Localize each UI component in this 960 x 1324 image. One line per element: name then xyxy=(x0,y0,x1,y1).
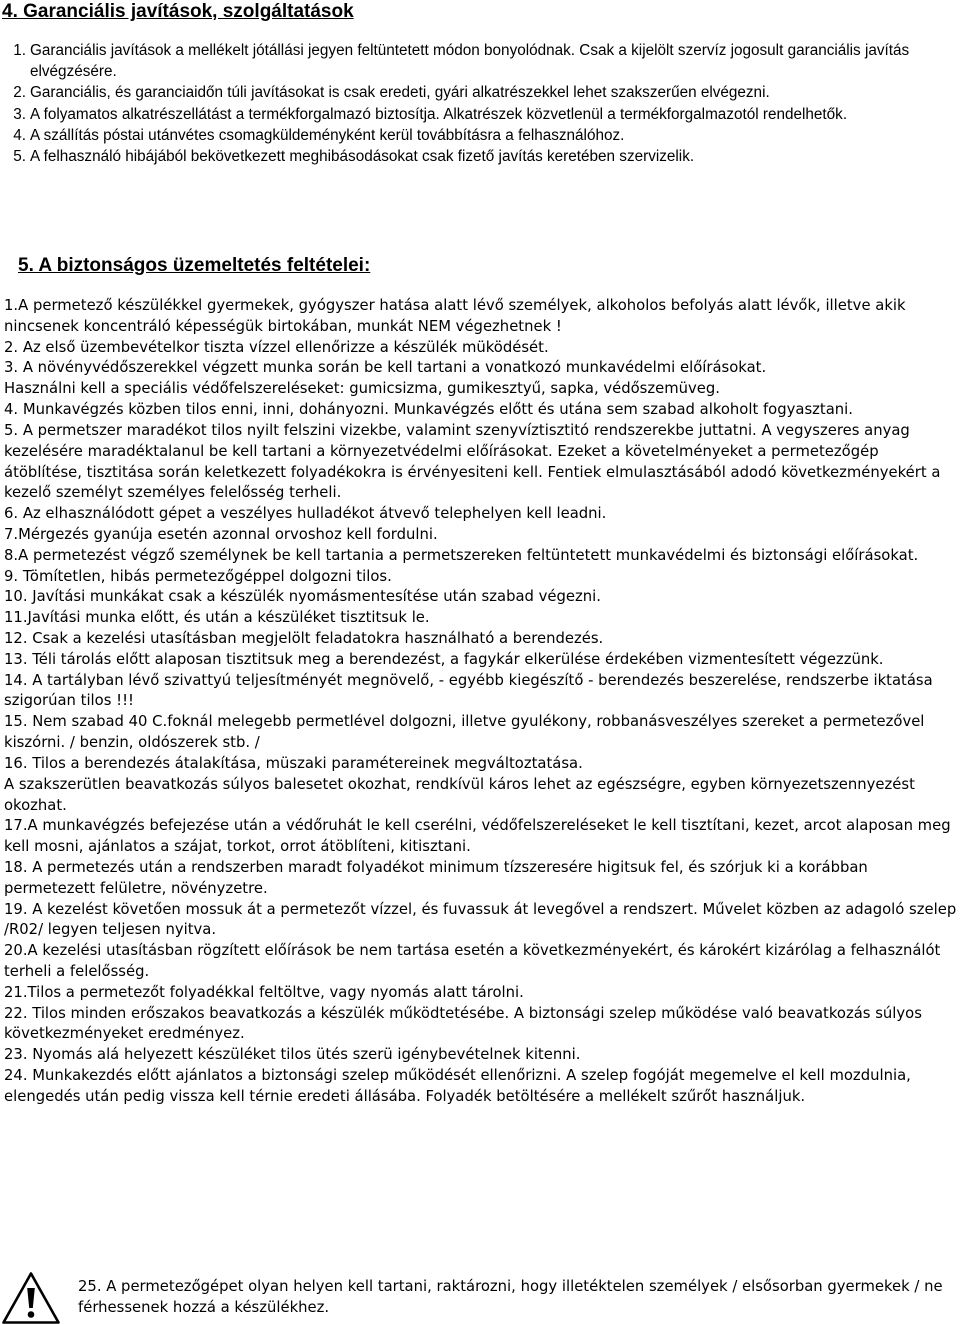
safety-rule-paragraph: 9. Tömítetlen, hibás permetezőgéppel dolgozni tilos. xyxy=(4,567,392,585)
list-item xyxy=(0,146,935,167)
list-item-number: 2. xyxy=(13,84,26,102)
safety-rule-paragraph: 21.Tilos a permetezőt folyadékkal feltöltve, vagy nyomás alatt tárolni. xyxy=(4,983,524,1001)
list-item-text: A szállítás póstai utánvétes csomagküldeményként kerül továbbításra a felhasználóhoz. xyxy=(30,126,625,144)
safety-rule-paragraph: 12. Csak a kezelési utasításban megjelölt feladatokra használható a berendezés. xyxy=(4,630,604,647)
safety-rule-paragraph: 23. Nyomás alá helyezett készüléket tilos ütés szerü igénybevételnek kitenni. xyxy=(4,1046,581,1064)
safety-rule-paragraph: 1.A permetező készülékkel gyermekek, gyógyszer hatása alatt lévő személyek, alkoholos befolyás alatt lévők, illetve akik nincsenek koncentráló képességük birtokában, munkát NEM végezhetnek ! xyxy=(4,297,906,335)
safety-rule-paragraph: 18. A permetezés után a rendszerben maradt folyadékot minimum tízszeresére higitsuk fel, és szórjuk ki a korábban permetezett felületre, növényzetre. xyxy=(4,858,868,897)
safety-rule-paragraph: 15. Nem szabad 40 C.foknál melegebb permetlével dolgozni, illetve gyulékony, robbanásveszélyes szereket a permetezővel kiszórni. / benzin, oldószerek stb. / xyxy=(4,713,925,752)
section-5-heading: 5. A biztonságos üzemeltetés feltételei: xyxy=(18,255,371,276)
safety-rule-paragraph: 4. Munkavégzés közben tilos enni, inni, dohányozni. Munkavégzés előtt és utána sem szabad alkoholt fogyasztani. xyxy=(4,401,853,419)
safety-rule-paragraph: 3. A növényvédőszerekkel végzett munka során be kell tartani a vonatkozó munkavédelmi előírásokat. xyxy=(4,359,767,377)
safety-rule-paragraph: 8.A permetezést végző személynek be kell tartania a permetszereken feltüntetett munkavédelmi és biztonsági előírásokat. xyxy=(4,546,919,564)
safety-rule-paragraph: Használni kell a speciális védőfelszereléseket: gumicsizma, gumikesztyű, sapka, védőszemüveg. xyxy=(4,380,721,398)
safety-rule-paragraph: 5. A permetszer maradékot tilos nyilt felszini vizekbe, valamint szenyvíztisztitó rendszerekbe juttatni. A vegyszeres anyag kezelésére maradéktalanul be kell tartani a környezetvédelmi előírásokat. Ezeket a követelményeket a permetezőgép átöblítése, tisztitása során keletkezett folyadékokra is érvényesiteni kell. Fentiek elmulasztásából adodó következményekért a kezelő személyt személyes felelősség terheli. xyxy=(4,421,941,502)
list-item-text: A felhasználó hibájából bekövetkezett meghibásodásokat csak fizető javítás keretében szervizelik. xyxy=(30,148,695,166)
list-item-text: Garanciális, és garanciaidőn túli javításokat is csak eredeti, gyári alkatrészekkel lehet szakszerűen elvégezni. xyxy=(30,84,770,102)
warning-triangle-icon xyxy=(2,1272,60,1324)
safety-rule-paragraph: 19. A kezelést követően mossuk át a permetezőt vízzel, és fuvassuk át levegővel a rendszert. Művelet közben az adagoló szelep /R02/ legyen teljesen nyitva. xyxy=(4,900,957,939)
safety-rule-paragraph: 10. Javítási munkákat csak a készülék nyomásmentesítése után szabad végezni. xyxy=(4,588,601,606)
safety-rule-paragraph: 22. Tilos minden erőszakos beavatkozás a készülék működtetésébe. A biztonsági szelep működése való beavatkozás súlyos következményeket eredményez. xyxy=(4,1004,922,1043)
list-item-number: 5. xyxy=(13,148,26,166)
list-item xyxy=(0,104,935,125)
safety-rule-paragraph: 16. Tilos a berendezés átalakítása, müszaki paramétereinek megváltoztatása. xyxy=(4,754,583,772)
list-item xyxy=(0,125,935,146)
safety-rule-paragraph: 13. Téli tárolás előtt alaposan tisztitsuk meg a berendezést, a fagykár elkerülése érdekében vizmentesített végezzünk. xyxy=(4,650,884,668)
list-item xyxy=(0,40,935,82)
section-4-heading: 4. Garanciális javítások, szolgáltatások xyxy=(2,1,354,22)
list-item-number: 1. xyxy=(13,42,26,59)
safety-rule-paragraph: 20.A kezelési utasításban rögzített előírások be nem tartása esetén a következményekért, és károkért kizárólag a felhasználót terheli a felelősség. xyxy=(4,942,941,980)
list-item-number: 4. xyxy=(13,126,26,144)
list-item-text: Garanciális javítások a mellékelt jótállási jegyen feltüntetett módon bonyolódnak. Csak a kijelölt szervíz jogosult garanciális javítás elvégzésére. xyxy=(30,42,910,81)
safety-rule-paragraph: 24. Munkakezdés előtt ajánlatos a biztonsági szelep működését ellenőrizni. A szelep fogóját megemelve el kell mozdulnia, elengedés után pedig vissza kell térnie eredeti állásába. Folyadék betöltésére a mellékelt szűrőt használjuk. xyxy=(4,1067,911,1105)
warning-note xyxy=(0,1267,960,1323)
section-5-body xyxy=(4,296,958,1108)
safety-rule-paragraph: 14. A tartályban lévő szivattyú teljesítményét megnövelő, - egyébb kiegészítő - berendezés beszerelése, rendszerbe iktatása szigorúan tilos !!! xyxy=(4,671,933,710)
safety-rule-paragraph: 2. Az első üzembevételkor tiszta vízzel ellenőrizze a készülék müködését. xyxy=(4,338,549,356)
list-item-number: 3. xyxy=(13,105,26,123)
safety-rule-paragraph: 11.Javítási munka előtt, és után a készüléket tisztitsuk le. xyxy=(4,609,430,627)
list-item xyxy=(0,82,935,103)
section-4-list xyxy=(0,40,935,167)
safety-rule-paragraph: 6. Az elhasználódott gépet a veszélyes hulladékot átvevő telephelyen kell leadni. xyxy=(4,505,607,523)
warning-text: 25. A permetezőgépet olyan helyen kell tartani, raktározni, hogy illetéktelen személyek / elsősorban gyermekek / ne férhessenek hozzá a készülékhez. xyxy=(78,1278,943,1316)
safety-rule-paragraph: 17.A munkavégzés befejezése után a védőruhát le kell cserélni, védőfelszereléseket le kell tisztítani, kezet, arcot alaposan meg kell mosni, ajánlatos a szájat, torkot, orrot átöblíteni, kitisztani. xyxy=(4,817,951,856)
safety-rule-paragraph: 7.Mérgezés gyanúja esetén azonnal orvoshoz kell fordulni. xyxy=(4,525,438,543)
list-item-text: A folyamatos alkatrészellátást a termékforgalmazó biztosítja. Alkatrészek közvetlenül a termékforgalmazotól rendelhetők. xyxy=(30,105,848,123)
safety-rule-paragraph: A szakszerütlen beavatkozás súlyos balesetet okozhat, rendkívül káros lehet az egészségre, egyben környezetszennyezést okozhat. xyxy=(4,775,915,814)
